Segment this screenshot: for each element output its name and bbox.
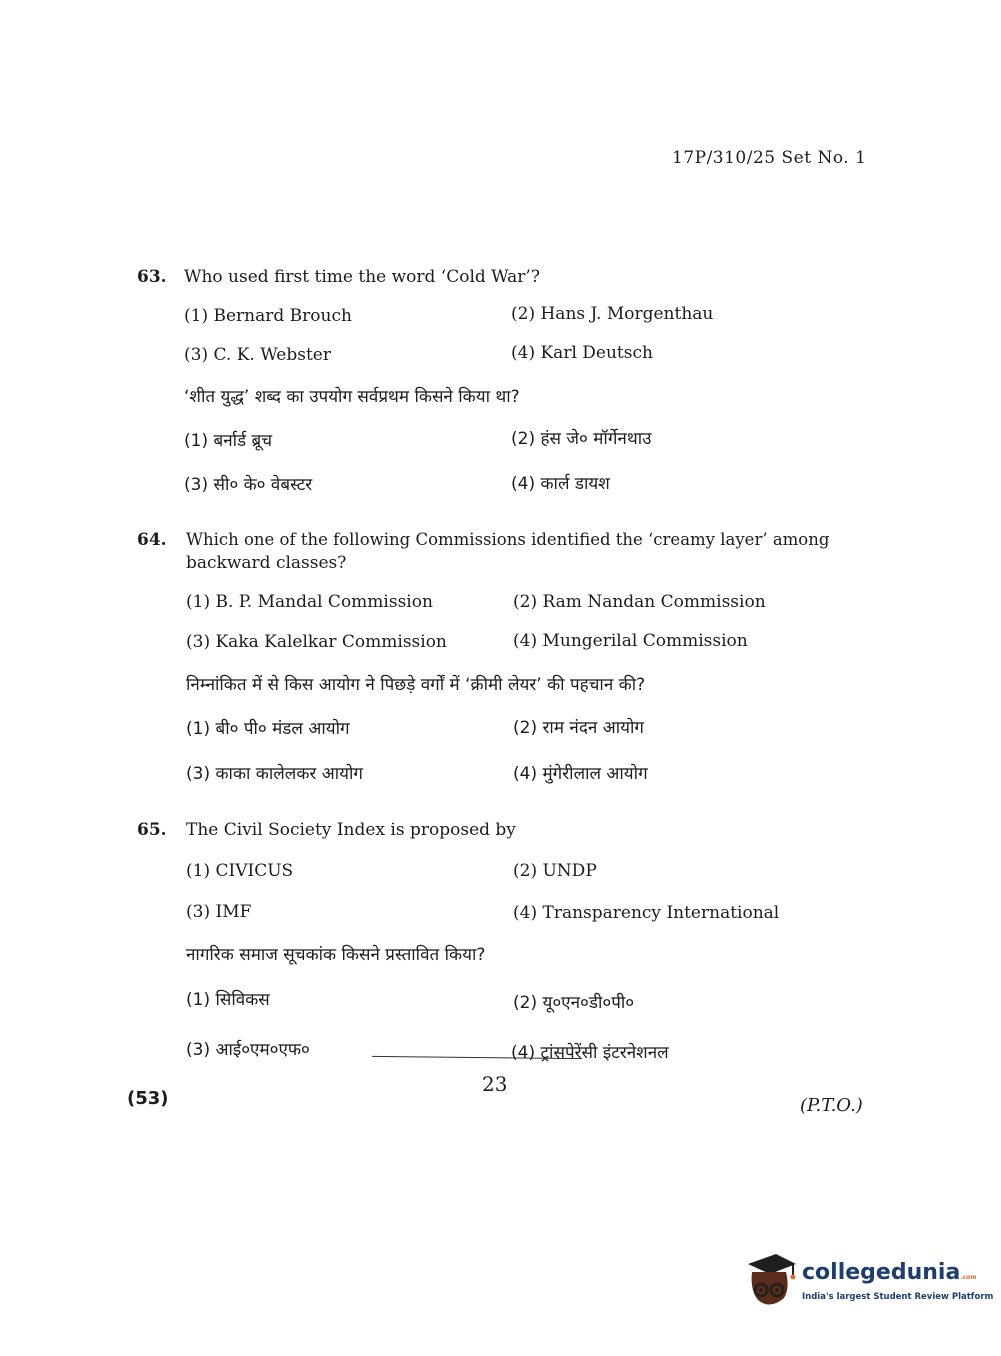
question-text: The Civil Society Index is proposed by <box>186 820 516 840</box>
option-hindi: (4) ट्रांसपेरेंसी इंटरनेशनल <box>511 1043 669 1063</box>
option-hindi: (4) कार्ल डायश <box>511 474 610 494</box>
option-hindi: (3) आई०एम०एफ० <box>186 1040 310 1060</box>
option: (1) B. P. Mandal Commission <box>186 592 433 612</box>
paper-code: 17P/310/25 Set No. 1 <box>672 148 867 168</box>
option-hindi: (1) बी० पी० मंडल आयोग <box>186 719 350 739</box>
question-number: 63. <box>137 267 167 287</box>
logo-name: collegedunia.com <box>802 1260 977 1285</box>
mascot-icon <box>742 1250 800 1314</box>
pto-note: (P.T.O.) <box>800 1095 863 1116</box>
option: (2) Hans J. Morgenthau <box>511 304 714 324</box>
option-hindi: (3) सी० के० वेबस्टर <box>184 475 313 495</box>
option: (3) Kaka Kalelkar Commission <box>186 632 447 652</box>
collegedunia-logo <box>742 1250 994 1314</box>
option-hindi: (1) बर्नार्ड ब्रूच <box>184 431 273 451</box>
question-text: Which one of the following Commissions identified the ‘creamy layer’ among <box>186 530 830 549</box>
option: (3) C. K. Webster <box>184 345 331 365</box>
option-hindi: (2) राम नंदन आयोग <box>513 718 644 738</box>
question-text-hindi: निम्नांकित में से किस आयोग ने पिछड़े वर्गों में ‘क्रीमी लेयर’ की पहचान की? <box>186 675 646 695</box>
option: (1) Bernard Brouch <box>184 306 352 326</box>
booklet-code: (53) <box>127 1088 169 1109</box>
logo-tagline: India's largest Student Review Platform <box>802 1292 994 1302</box>
option: (4) Transparency International <box>513 903 780 923</box>
option: (2) Ram Nandan Commission <box>513 592 766 612</box>
question-text-hindi: नागरिक समाज सूचकांक किसने प्रस्तावित किया? <box>186 945 486 965</box>
option-hindi: (1) सिविकस <box>186 990 270 1010</box>
option-hindi: (2) यू०एन०डी०पी० <box>513 993 635 1013</box>
option-hindi: (3) काका कालेलकर आयोग <box>186 764 363 784</box>
option: (3) IMF <box>186 902 252 922</box>
question-number: 64. <box>137 530 167 550</box>
option: (2) UNDP <box>513 861 597 881</box>
option: (4) Karl Deutsch <box>511 343 653 363</box>
page-number: 23 <box>482 1072 508 1096</box>
question-text-hindi: ‘शीत युद्ध’ शब्द का उपयोग सर्वप्रथम किसने किया था? <box>184 387 520 407</box>
question-text: Who used first time the word ‘Cold War’? <box>184 267 540 287</box>
question-number: 65. <box>137 820 167 840</box>
question-text-continued: backward classes? <box>186 553 347 573</box>
option-hindi: (2) हंस जे० मॉर्गेनथाउ <box>511 429 652 449</box>
option: (4) Mungerilal Commission <box>513 631 748 651</box>
option-hindi: (4) मुंगेरीलाल आयोग <box>513 764 648 784</box>
option: (1) CIVICUS <box>186 861 294 881</box>
